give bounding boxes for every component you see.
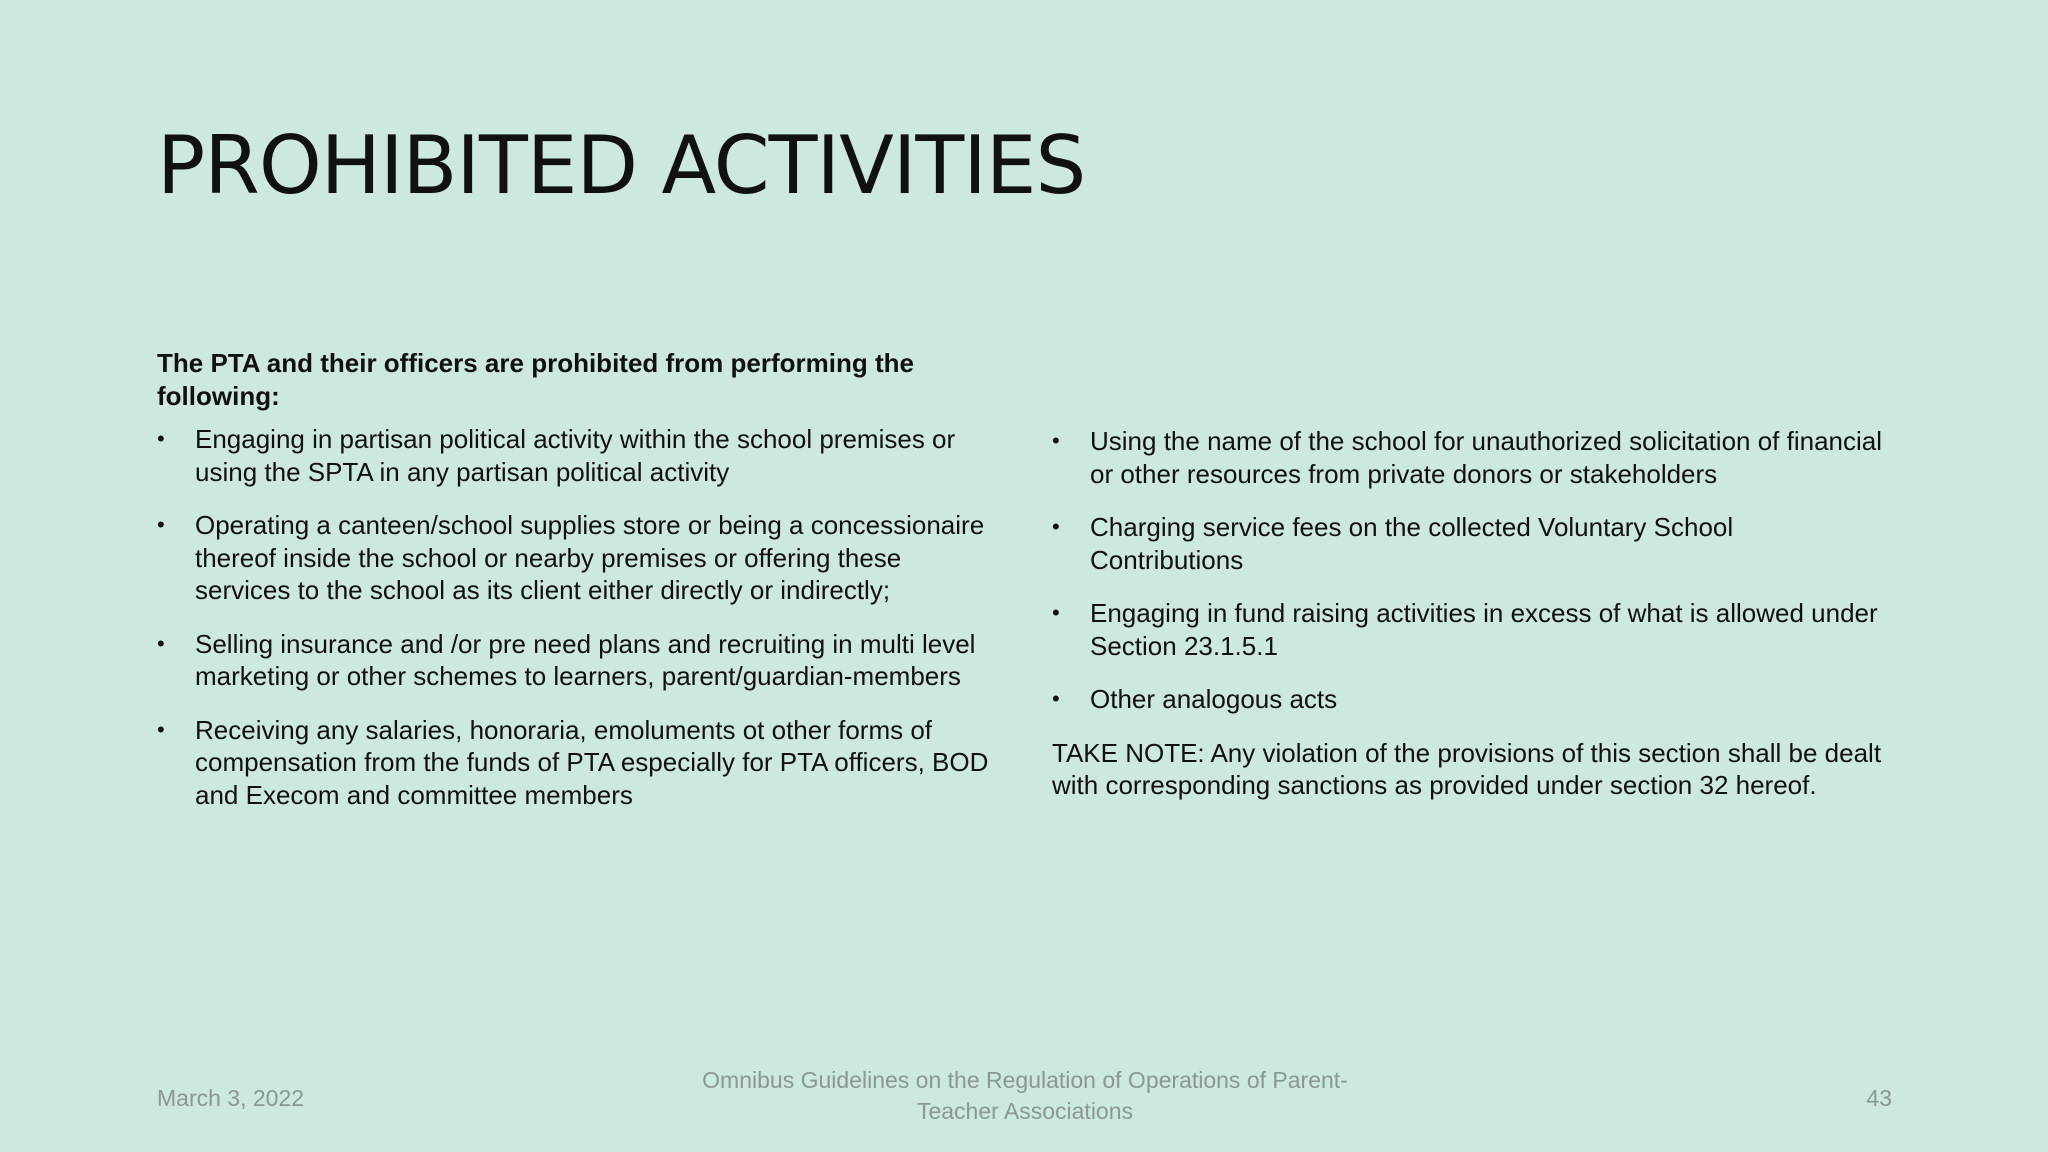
right-bullet-list: [1052, 425, 1892, 716]
take-note-text: TAKE NOTE: Any violation of the provisions of this section shall be dealt with corresponding sanctions as provided under section 32 hereof.: [1052, 737, 1882, 800]
list-item-text: Engaging in fund raising activities in excess of what is allowed under Section 23.1.5.1: [1090, 598, 1878, 661]
right-column: [1052, 425, 1892, 802]
bullet-icon: •: [1052, 600, 1060, 625]
intro-text: The PTA and their officers are prohibited from performing the following:: [157, 348, 914, 411]
left-column: [157, 347, 997, 832]
list-item-text: Selling insurance and /or pre need plans and recruiting in multi level marketing or other schemes to learners, parent/guardian-members: [195, 628, 976, 691]
list-item-text: Operating a canteen/school supplies store or being a concessionaire thereof inside the school or nearby premises or offering these services to the school as its client either directly or indirectly;: [195, 510, 985, 605]
bullet-icon: •: [1052, 514, 1060, 539]
list-item-text: Charging service fees on the collected Voluntary School Contributions: [1090, 512, 1734, 575]
footer-title-line: Omnibus Guidelines on the Regulation of Operations of Parent-: [702, 1067, 1348, 1093]
list-item: [1052, 597, 1892, 662]
list-item: [157, 628, 997, 693]
list-item-text: Other analogous acts: [1090, 684, 1338, 714]
list-item: [1052, 511, 1892, 576]
list-item: [1052, 425, 1892, 490]
bullet-icon: •: [157, 512, 165, 537]
list-item-text: Using the name of the school for unauthorized solicitation of financial or other resources from private donors or stakeholders: [1090, 426, 1883, 489]
bullet-icon: •: [1052, 686, 1060, 711]
list-item: [1052, 683, 1892, 716]
footer-title-line: Teacher Associations: [916, 1098, 1134, 1124]
list-item: [157, 509, 997, 607]
left-bullet-list: [157, 423, 997, 811]
list-item: [157, 714, 997, 812]
bullet-icon: •: [157, 630, 165, 656]
list-item-text: Engaging in partisan political activity within the school premises or using the SPTA in any partisan political activity: [195, 424, 956, 487]
footer-date: March 3, 2022: [157, 1085, 305, 1111]
list-item-text: Receiving any salaries, honoraria, emoluments ot other forms of compensation from the funds of PTA especially for PTA officers, BOD and Execom and committee members: [195, 714, 989, 810]
list-item: [157, 423, 997, 488]
slide-number: 43: [1866, 1085, 1892, 1111]
bullet-icon: •: [1052, 428, 1060, 453]
bullet-icon: •: [157, 426, 165, 451]
slide-title: PROHIBITED ACTIVITIES: [157, 119, 1086, 212]
footer-document-title: [660, 1065, 1390, 1127]
bullet-icon: •: [157, 716, 165, 742]
